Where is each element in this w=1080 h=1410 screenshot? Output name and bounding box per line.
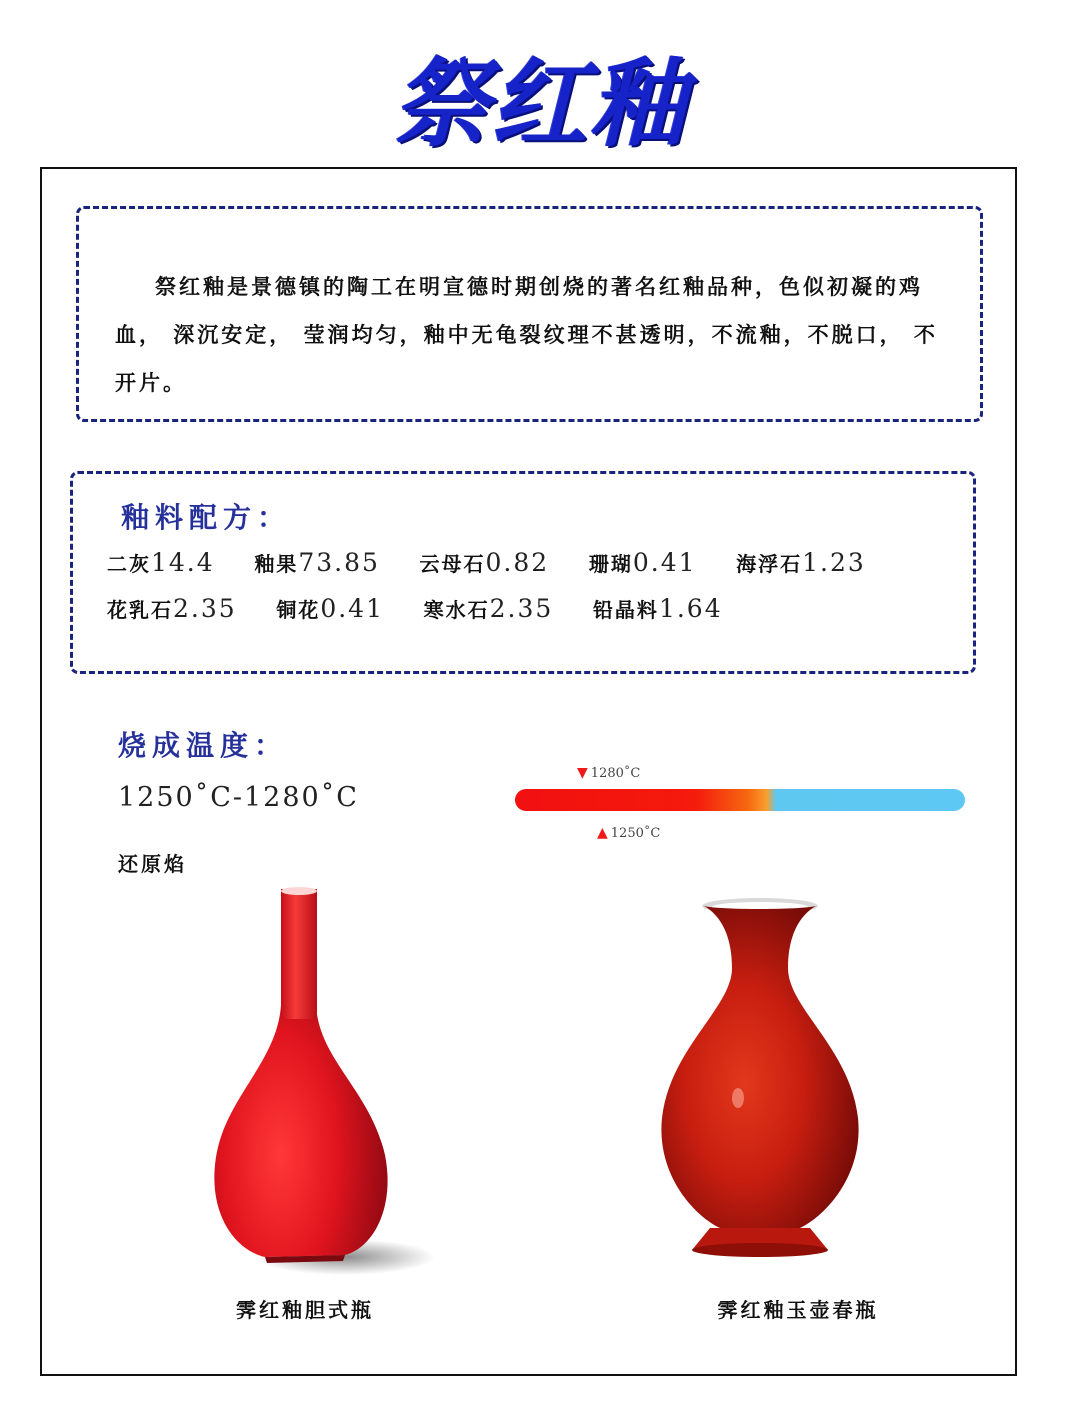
- marker-high-label: 1280˚C: [590, 766, 641, 781]
- ingredient-value: 0.82: [485, 548, 550, 577]
- ingredient-value: 0.41: [632, 548, 697, 577]
- recipe-heading: 釉料配方：: [121, 501, 292, 534]
- marker-low: [597, 825, 660, 841]
- ingredient-name: 珊瑚: [588, 552, 633, 576]
- ingredient-row-1: [107, 548, 866, 577]
- ingredient-name: 寒水石: [423, 598, 490, 622]
- ingredient: [254, 549, 380, 577]
- temperature-range: 1250˚C-1280˚C: [118, 782, 359, 813]
- bottle-vase-image: [195, 885, 435, 1280]
- ingredient-value: 0.41: [320, 594, 384, 623]
- marker-high: [577, 765, 640, 781]
- flame-type: 还原焰: [118, 852, 187, 876]
- intro-box: [76, 206, 983, 422]
- ingredient-name: 釉果: [254, 552, 299, 576]
- ingredient: [276, 595, 384, 623]
- ingredient-name: 花乳石: [107, 598, 173, 622]
- triangle-up-icon: ▲: [597, 825, 608, 841]
- pear-vase-image: [640, 898, 880, 1263]
- firing-heading: 烧成温度：: [118, 729, 289, 762]
- marker-low-label: 1250˚C: [610, 826, 661, 841]
- ingredient-value: 2.35: [489, 594, 554, 623]
- recipe-box: [70, 471, 976, 674]
- ingredient: [107, 549, 215, 577]
- vase-caption-1: 霁红釉胆式瓶: [236, 1298, 374, 1322]
- ingredient-value: 14.4: [151, 548, 215, 577]
- ingredient: [589, 549, 697, 577]
- ingredient-name: 铅晶料: [592, 598, 659, 622]
- ingredient: [420, 549, 550, 577]
- ingredient: [736, 549, 866, 577]
- ingredient-name: 二灰: [107, 552, 151, 576]
- ingredient-value: 1.64: [658, 594, 723, 623]
- ingredient: [593, 595, 723, 623]
- ingredient-name: 云母石: [419, 552, 486, 576]
- ingredient-name: 海浮石: [736, 552, 803, 576]
- page-title: 祭红釉: [393, 47, 687, 160]
- intro-paragraph: 祭红釉是景德镇的陶工在明宣德时期创烧的著名红釉品种，色似初凝的鸡血， 深沉安定， 莹润均匀，釉中无龟裂纹理不甚透明，不流釉，不脱口， 不开片。: [115, 275, 938, 395]
- triangle-down-icon: ▼: [577, 765, 588, 781]
- ingredient-value: 1.23: [802, 548, 866, 577]
- ingredient-name: 铜花: [276, 598, 321, 622]
- intro-text: [115, 263, 955, 407]
- ingredient-value: 73.85: [298, 548, 380, 577]
- ingredient-row-2: [107, 594, 753, 623]
- ingredient: [424, 595, 554, 623]
- ingredient: [107, 595, 237, 623]
- ingredient-value: 2.35: [173, 594, 237, 623]
- vase-caption-2: 霁红釉玉壶春瓶: [717, 1298, 879, 1322]
- temperature-bar: [515, 789, 965, 811]
